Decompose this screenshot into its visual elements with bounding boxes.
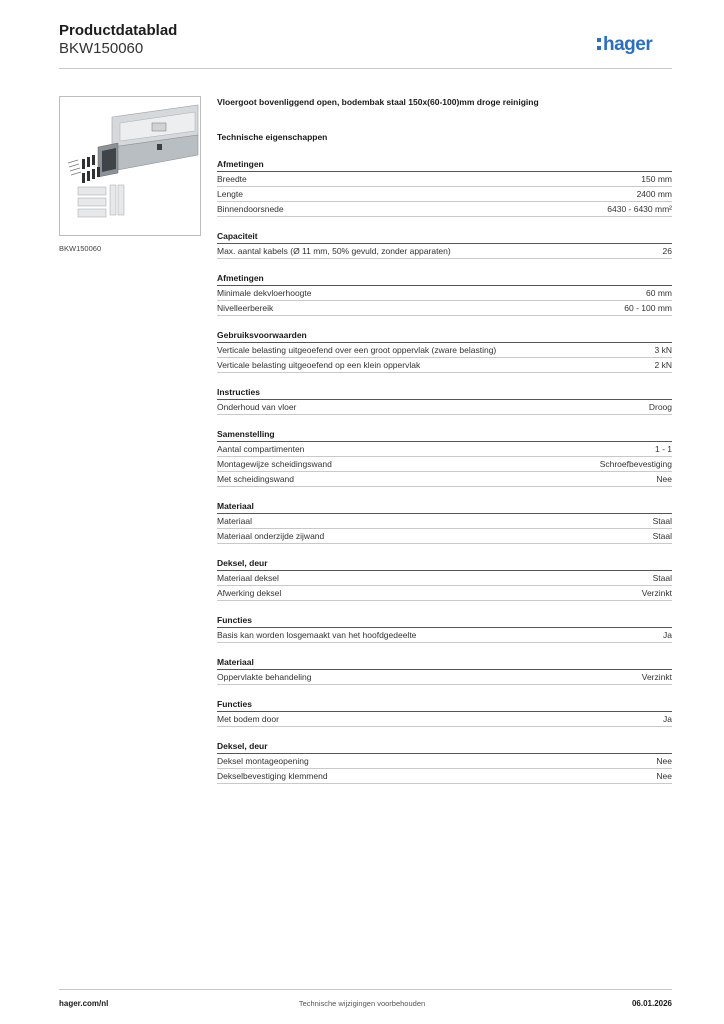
group-title: Deksel, deur	[217, 557, 672, 571]
footer-date: 06.01.2026	[631, 999, 672, 1008]
property-value: Nee	[656, 474, 672, 484]
product-image	[59, 96, 201, 236]
property-label: Met scheidingswand	[217, 474, 295, 484]
property-label: Materiaal onderzijde zijwand	[217, 531, 325, 541]
property-label: Verticale belasting uitgeoefend over een groot oppervlak (zware belasting)	[217, 345, 497, 355]
property-value: 2 kN	[654, 360, 672, 370]
property-row	[217, 769, 672, 784]
property-value: Nee	[656, 771, 672, 781]
property-value: Schroefbevestiging	[599, 459, 672, 469]
property-row	[217, 529, 672, 544]
property-row	[217, 586, 672, 601]
property-label: Binnendoorsnede	[217, 204, 284, 214]
property-label: Aantal compartimenten	[217, 444, 305, 454]
property-row	[217, 754, 672, 769]
property-row	[217, 343, 672, 358]
property-label: Minimale dekvloerhoogte	[217, 288, 312, 298]
property-value: Verzinkt	[641, 588, 672, 598]
group-title: Instructies	[217, 386, 672, 400]
property-value: Droog	[648, 402, 672, 412]
product-description: Vloergoot bovenliggend open, bodembak staal 150x(60-100)mm droge reiniging	[217, 97, 539, 107]
property-label: Montagewijze scheidingswand	[217, 459, 332, 469]
property-row	[217, 457, 672, 472]
property-label: Oppervlakte behandeling	[217, 672, 312, 682]
property-label: Materiaal	[217, 516, 252, 526]
property-value: 60 mm	[646, 288, 672, 298]
property-value: 2400 mm	[636, 189, 672, 199]
group-title: Materiaal	[217, 656, 672, 670]
property-row	[217, 472, 672, 487]
property-label: Verticale belasting uitgeoefend op een klein oppervlak	[217, 360, 421, 370]
property-group	[217, 656, 672, 685]
image-caption: BKW150060	[59, 244, 102, 253]
property-label: Deksel montageopening	[217, 756, 309, 766]
group-title: Functies	[217, 698, 672, 712]
property-row	[217, 286, 672, 301]
page-title: Productdatablad	[59, 22, 178, 39]
property-group	[217, 230, 672, 259]
property-row	[217, 187, 672, 202]
group-title: Afmetingen	[217, 272, 672, 286]
property-value: Staal	[652, 573, 672, 583]
property-group	[217, 614, 672, 643]
property-group	[217, 158, 672, 217]
property-value: 1 - 1	[654, 444, 672, 454]
property-value: 60 - 100 mm	[624, 303, 672, 313]
hager-logo	[596, 30, 676, 60]
property-row	[217, 301, 672, 316]
property-label: Met bodem door	[217, 714, 279, 724]
product-code: BKW150060	[59, 40, 144, 57]
property-groups	[217, 158, 672, 784]
footer-website-link[interactable]: hager.com/nl	[59, 999, 109, 1008]
properties-heading: Technische eigenschappen	[217, 132, 328, 142]
property-row	[217, 514, 672, 529]
footer-notice: Technische wijzigingen voorbehouden	[298, 999, 426, 1008]
property-row	[217, 712, 672, 727]
property-group	[217, 386, 672, 415]
property-value: 150 mm	[641, 174, 672, 184]
property-label: Basis kan worden losgemaakt van het hoofdgedeelte	[217, 630, 417, 640]
property-row	[217, 400, 672, 415]
property-group	[217, 740, 672, 784]
property-row	[217, 358, 672, 373]
group-title: Deksel, deur	[217, 740, 672, 754]
property-value: Staal	[652, 516, 672, 526]
property-row	[217, 571, 672, 586]
property-row	[217, 202, 672, 217]
group-title: Samenstelling	[217, 428, 672, 442]
datasheet-content	[217, 96, 672, 784]
property-group	[217, 428, 672, 487]
property-label: Materiaal deksel	[217, 573, 279, 583]
property-label: Dekselbevestiging klemmend	[217, 771, 328, 781]
property-value: 3 kN	[654, 345, 672, 355]
property-value: 26	[662, 246, 672, 256]
property-row	[217, 172, 672, 187]
property-group	[217, 557, 672, 601]
group-title: Functies	[217, 614, 672, 628]
header-divider	[59, 68, 672, 69]
property-label: Nivelleerbereik	[217, 303, 274, 313]
group-title: Gebruiksvoorwaarden	[217, 329, 672, 343]
svg-text:hager: hager	[603, 34, 653, 55]
property-value: Ja	[663, 714, 672, 724]
property-label: Afwerking deksel	[217, 588, 282, 598]
property-label: Onderhoud van vloer	[217, 402, 297, 412]
property-label: Max. aantal kabels (Ø 11 mm, 50% gevuld, zonder apparaten)	[217, 246, 451, 256]
property-group	[217, 500, 672, 544]
property-value: Nee	[656, 756, 672, 766]
group-title: Capaciteit	[217, 230, 672, 244]
property-row	[217, 442, 672, 457]
property-value: Staal	[652, 531, 672, 541]
property-value: Ja	[663, 630, 672, 640]
property-label: Breedte	[217, 174, 247, 184]
group-title: Materiaal	[217, 500, 672, 514]
property-group	[217, 329, 672, 373]
property-row	[217, 628, 672, 643]
property-group	[217, 698, 672, 727]
property-row	[217, 244, 672, 259]
property-label: Lengte	[217, 189, 243, 199]
property-row	[217, 670, 672, 685]
footer-divider	[59, 989, 672, 990]
property-group	[217, 272, 672, 316]
property-value: Verzinkt	[641, 672, 672, 682]
group-title: Afmetingen	[217, 158, 672, 172]
property-value: 6430 - 6430 mm²	[607, 204, 672, 214]
